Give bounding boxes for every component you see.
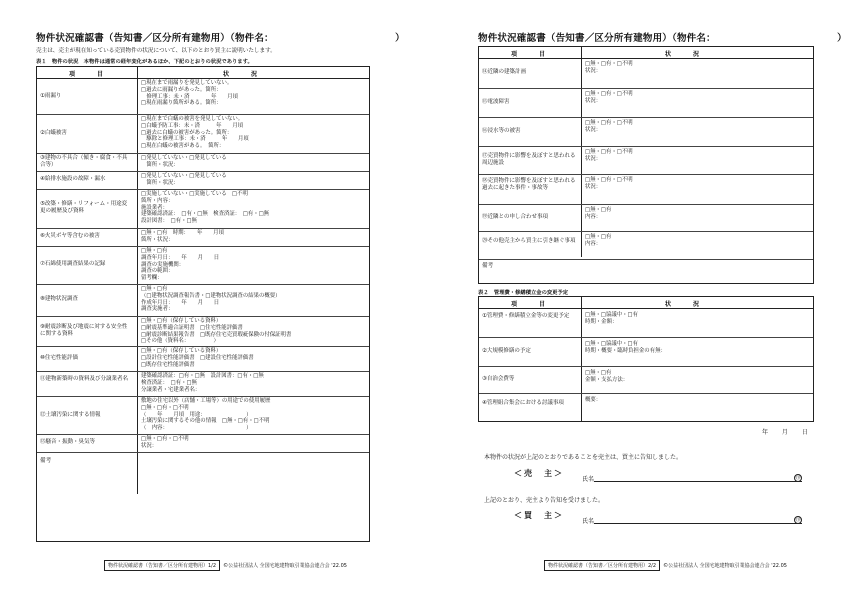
row-content[interactable]: □無・□有 （□建物状況調査報告書・□建物状況調査の結果の概要） 作成年月日： 年 月 日 調査実施者： — [141, 286, 281, 313]
remarks-label: 備考 — [482, 263, 494, 269]
table-row — [479, 308, 813, 338]
header-item: 項 目 — [511, 301, 554, 308]
row-content[interactable]: □発見していない・□発見している 箇所・状況： — [141, 155, 227, 168]
footer-doc-name: 物件状況確認書（告知書／区分所有建物用）1/2 — [104, 560, 220, 571]
table-row — [37, 114, 369, 154]
row-label: ⑥火災ボヤ等含むの被害 — [40, 233, 100, 239]
seller-name-label: 氏名 — [582, 476, 595, 483]
buyer-acknowledgement: 上記のとおり、売主より告知を受けました。 — [484, 497, 605, 504]
row-label: ⑩住宅性能評価 — [40, 355, 78, 361]
table-row — [479, 204, 813, 232]
row-label: ⑳その他売主から買主に引き継ぐ事項 — [482, 238, 576, 244]
table-row — [479, 174, 813, 205]
table-row — [37, 171, 369, 190]
footer-doc-name: 物件状況確認書（告知書／区分所有建物用）2/2 — [544, 560, 660, 571]
buyer-label: ＜買 主＞ — [514, 511, 564, 520]
row-label: ③自治会費等 — [482, 376, 515, 382]
seller-label: ＜売 主＞ — [514, 469, 564, 478]
row-label: ⑲近隣との申し合わせ事項 — [482, 214, 549, 220]
row-content[interactable]: □無・□有・□不明 状況： — [585, 177, 633, 190]
table-row — [37, 189, 369, 229]
table-row — [37, 246, 369, 285]
row-content[interactable]: □無・□有 金額・支払方法： — [585, 370, 629, 383]
row-label: ②大規模修繕の予定 — [482, 348, 531, 354]
row-content[interactable]: □無・□有 調査年月日： 年 月 日 調査の実施機関： 調査の範囲： 留考欄： — [141, 248, 220, 282]
property-status-table — [36, 66, 370, 542]
row-content[interactable]: □無・□協議中・□有 時期・金額： — [585, 312, 639, 325]
table-row — [479, 58, 813, 89]
row-content[interactable]: 概要： — [585, 397, 602, 403]
row-label: ⑦石綿使用調査結果の記録 — [40, 261, 106, 267]
row-label: ⑤改築・修繕・リフォーム・用途変更の履歴及び資料 — [40, 201, 128, 214]
header-status: 状 況 — [223, 71, 266, 78]
page-footer — [104, 560, 347, 571]
header-item: 項 目 — [69, 71, 112, 78]
seller-acknowledgement: 本物件の状況が上記のとおりであることを売主は、買主に告知しました。 — [484, 454, 683, 461]
row-content[interactable]: □発見していない・□発見している 箇所・状況： — [141, 173, 227, 186]
row-label: ⑬騒音・振動・臭気等 — [40, 439, 96, 445]
row-content[interactable]: □無・□有 内容： — [585, 207, 612, 220]
row-content[interactable]: 建築確認済証：□有・□無 設計図書：□有・□無 検査済証： □有・□無 分譲業者・宅建業者名： — [141, 373, 264, 393]
page-2 — [424, 0, 848, 600]
footer-copyright: ©公益社団法人 全国宅地建物取引業協会連合会 '22.05 — [223, 563, 347, 569]
row-label: ⑪建物新築時の資料及び分譲業者名 — [40, 376, 129, 382]
page-footer — [544, 560, 787, 571]
row-label: ⑭近隣の建築計画 — [482, 69, 527, 75]
footer-copyright: ©公益社団法人 全国宅地建物取引業協会連合会 '22.05 — [663, 563, 787, 569]
table-row — [37, 346, 369, 372]
table-row — [479, 146, 813, 175]
remarks-label: 備考 — [40, 458, 52, 464]
row-content[interactable]: □無・□有（保存している資料） □耐震基準適合証明書 □住宅性能評価書 □耐震診断結果報告書 □既存住宅売買瑕疵保険の付保証明書 □その他（資料名： ） — [141, 318, 292, 345]
row-content[interactable]: □現在まで白蟻の被害を発見していない。 □白蟻予防工事：未・済 年 月頃 □過去に白蟻の被害があった。箇所： 駆除と修理工事：未・済 年 月頃 □現在白蟻の被害がある。 箇所： — [141, 116, 249, 150]
header-status: 状 況 — [665, 301, 708, 308]
buyer-name-label: 氏名 — [582, 518, 595, 525]
table-row — [37, 371, 369, 397]
row-label: ⑯浸水等の被害 — [482, 128, 521, 134]
row-content[interactable]: □無・□有 時期： 年 月頃 箇所・状況： — [141, 230, 224, 243]
table-row — [37, 434, 369, 453]
property-status-table-continued — [478, 46, 814, 284]
row-label: ⑨耐震診断及び地震に対する安全性に関する資料 — [40, 324, 128, 337]
row-label: ③建物の不具合（傾き・腐食・不具合等） — [40, 155, 128, 168]
table-row — [479, 88, 813, 118]
table-row — [479, 393, 813, 421]
row-label: ①管理費・修繕積立金等の変更予定 — [482, 313, 570, 319]
intro-text: 売主は、売主が現在知っている売買物件の状況について、以下のとおり買主に説明いたします。 — [36, 48, 276, 54]
table-row — [37, 316, 369, 347]
row-label: ⑧建物状況調査 — [40, 296, 78, 302]
row-label: ⑰売買物件に影響を及ぼすと思われる周辺施設 — [482, 153, 576, 166]
row-label: ①雨漏り — [40, 93, 62, 99]
row-label: ②白蟻被害 — [40, 130, 67, 136]
table-row — [37, 396, 369, 435]
management-fee-table — [478, 296, 814, 422]
row-content[interactable]: □無・□有 内容： — [585, 234, 612, 247]
buyer-name-field[interactable] — [594, 523, 802, 524]
row-content[interactable]: □現在まで雨漏りを発見していない。 □過去に雨漏りがあった。箇所： 修理工事：未・済 年 月頃 □現在雨漏り箇所がある。箇所： — [141, 80, 239, 107]
table-row — [37, 284, 369, 317]
document-title: 物件状況確認書（告知書／区分所有建物用）（物件名： ） — [36, 33, 405, 44]
row-content[interactable]: □実施していない・□実施している □不明 箇所・内容： 施設業者： 建築確認済証： □有・□無 検査済証： □有・□無 設計図書： □有・□無 — [141, 191, 270, 225]
row-label: ⑱売買物件に影響を及ぼすと思われる過去に起きた事件・事故等 — [482, 178, 576, 191]
row-content[interactable]: □無・□有（保存している資料） □設計住宅性能評価書 □建設住宅性能評価書 □既存住宅性能評価書 — [141, 348, 254, 368]
row-content[interactable]: □無・□有・□不明 状況： — [585, 61, 633, 74]
document-title: 物件状況確認書（告知書／区分所有建物用）（物件名： ） — [478, 33, 847, 44]
seal-icon: ㊞ — [795, 475, 801, 481]
table-row — [479, 117, 813, 147]
row-content[interactable]: □無・□有・□不明 状況： — [141, 436, 189, 449]
row-label: ④管理組合集会における討議事項 — [482, 400, 564, 406]
row-label: ⑮電波障害 — [482, 99, 510, 105]
table-row — [37, 153, 369, 172]
seller-name-field[interactable] — [594, 481, 802, 482]
row-content[interactable]: □無・□有・□不明 状況： — [585, 120, 633, 133]
table2-caption: 表２ 管理費・修繕積立金の変更予定 — [478, 290, 569, 296]
row-label: ④給排水施設の故障・漏水 — [40, 176, 106, 182]
header-status: 状 況 — [665, 51, 708, 58]
table-row — [37, 228, 369, 247]
header-item: 項 目 — [511, 51, 554, 58]
row-content[interactable]: □無・□有・□不明 状況： — [585, 149, 633, 162]
row-content[interactable]: □無・□有・□不明 状況： — [585, 91, 633, 104]
row-content[interactable]: 敷地の住宅以外（店舗・工場等）の用途での使用履歴 □無・□有・□不明 （ 年 月頃 用途： ） 土壌汚染に関するその他の情報 □無・□有・□不明 （ 内容： ） — [141, 398, 271, 432]
date-line[interactable]: 年 月 日 — [762, 429, 814, 436]
row-content[interactable]: □無・□協議中・□有 時期・概要・臨時負担金の有無： — [585, 341, 666, 354]
row-label: ⑫土壌汚染に関する情報 — [40, 412, 101, 418]
table-row — [479, 337, 813, 367]
seal-icon: ㊞ — [795, 517, 801, 523]
table-row — [479, 366, 813, 394]
table1-caption: 表１ 物件の状況 本物件は通常の経年変化があるほか、下記のとおりの状況であります。 — [36, 59, 253, 65]
table-row — [37, 78, 369, 115]
table-row — [479, 231, 813, 260]
